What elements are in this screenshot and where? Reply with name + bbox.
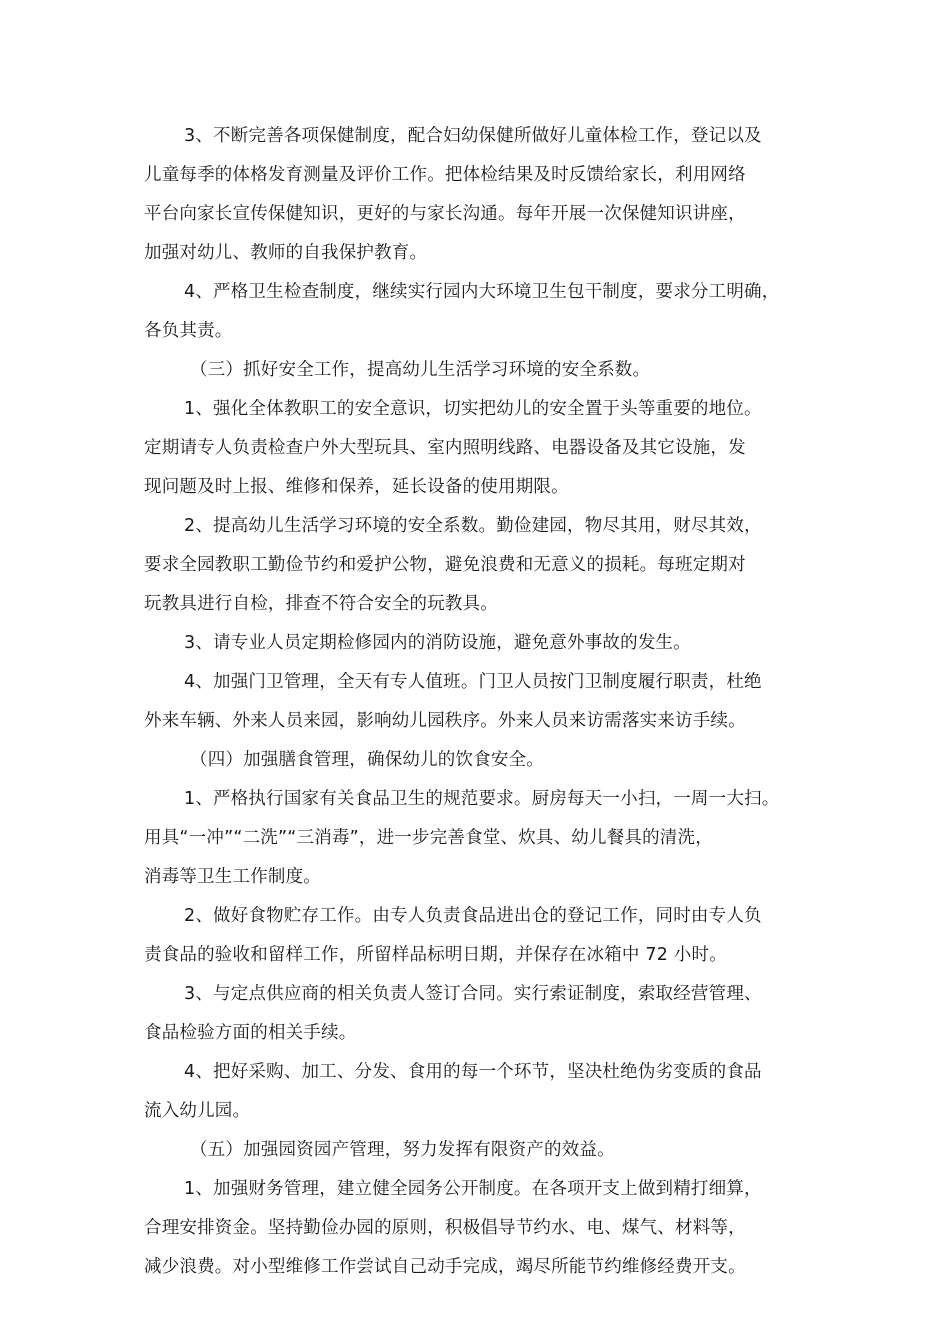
section-heading: （五）加强园资园产管理，努力发挥有限资产的效益。 bbox=[190, 1140, 615, 1160]
paragraph-line: 要求全园教职工勤俭节约和爱护公物，避免浪费和无意义的损耗。每班定期对 bbox=[144, 555, 746, 575]
paragraph-line: 2、做好食物贮存工作。由专人负责食品进出仓的登记工作，同时由专人负 bbox=[184, 906, 762, 926]
section-heading: （三）抓好安全工作，提高幼儿生活学习环境的安全系数。 bbox=[190, 360, 651, 380]
section-heading: （四）加强膳食管理，确保幼儿的饮食安全。 bbox=[190, 750, 544, 770]
paragraph-line: 责食品的验收和留样工作，所留样品标明日期，并保存在冰箱中 72 小时。 bbox=[144, 945, 727, 965]
paragraph-line: 3、请专业人员定期检修园内的消防设施，避免意外事故的发生。 bbox=[184, 633, 691, 653]
paragraph-line: 用具“一冲”“二洗”“三消毒”，进一步完善食堂、炊具、幼儿餐具的清洗， bbox=[144, 828, 713, 848]
paragraph-line: 各负其责。 bbox=[144, 321, 233, 341]
paragraph-line: 合理安排资金。坚持勤俭办园的原则，积极倡导节约水、电、煤气、材料等， bbox=[144, 1218, 746, 1238]
paragraph-line: 减少浪费。对小型维修工作尝试自己动手完成，竭尽所能节约维修经费开支。 bbox=[144, 1257, 746, 1277]
paragraph-line: 4、严格卫生检查制度，继续实行园内大环境卫生包干制度，要求分工明确， bbox=[184, 282, 780, 302]
paragraph-line: 3、不断完善各项保健制度，配合妇幼保健所做好儿童体检工作，登记以及 bbox=[184, 126, 762, 146]
paragraph-line: 现问题及时上报、维修和保养，延长设备的使用期限。 bbox=[144, 477, 569, 497]
paragraph-line: 定期请专人负责检查户外大型玩具、室内照明线路、电器设备及其它设施，发 bbox=[144, 438, 746, 458]
paragraph-line: 3、与定点供应商的相关负责人签订合同。实行索证制度，索取经营管理、 bbox=[184, 984, 762, 1004]
paragraph-line: 1、强化全体教职工的安全意识，切实把幼儿的安全置于头等重要的地位。 bbox=[184, 399, 762, 419]
paragraph-line: 加强对幼儿、教师的自我保护教育。 bbox=[144, 243, 428, 263]
paragraph-line: 平台向家长宣传保健知识，更好的与家长沟通。每年开展一次保健知识讲座， bbox=[144, 204, 746, 224]
paragraph-line: 4、把好采购、加工、分发、食用的每一个环节，坚决杜绝伪劣变质的食品 bbox=[184, 1062, 762, 1082]
paragraph-line: 儿童每季的体格发育测量及评价工作。把体检结果及时反馈给家长，利用网络 bbox=[144, 165, 746, 185]
paragraph-line: 1、严格执行国家有关食品卫生的规范要求。厨房每天一小扫，一周一大扫。 bbox=[184, 789, 780, 809]
paragraph-line: 食品检验方面的相关手续。 bbox=[144, 1023, 357, 1043]
paragraph-line: 消毒等卫生工作制度。 bbox=[144, 867, 321, 887]
paragraph-line: 流入幼儿园。 bbox=[144, 1101, 251, 1121]
paragraph-line: 2、提高幼儿生活学习环境的安全系数。勤俭建园，物尽其用，财尽其效， bbox=[184, 516, 762, 536]
paragraph-line: 4、加强门卫管理，全天有专人值班。门卫人员按门卫制度履行职责，杜绝 bbox=[184, 672, 762, 692]
paragraph-line: 玩教具进行自检，排查不符合安全的玩教具。 bbox=[144, 594, 498, 614]
paragraph-line: 外来车辆、外来人员来园，影响幼儿园秩序。外来人员来访需落实来访手续。 bbox=[144, 711, 746, 731]
paragraph-line: 1、加强财务管理，建立健全园务公开制度。在各项开支上做到精打细算， bbox=[184, 1179, 762, 1199]
